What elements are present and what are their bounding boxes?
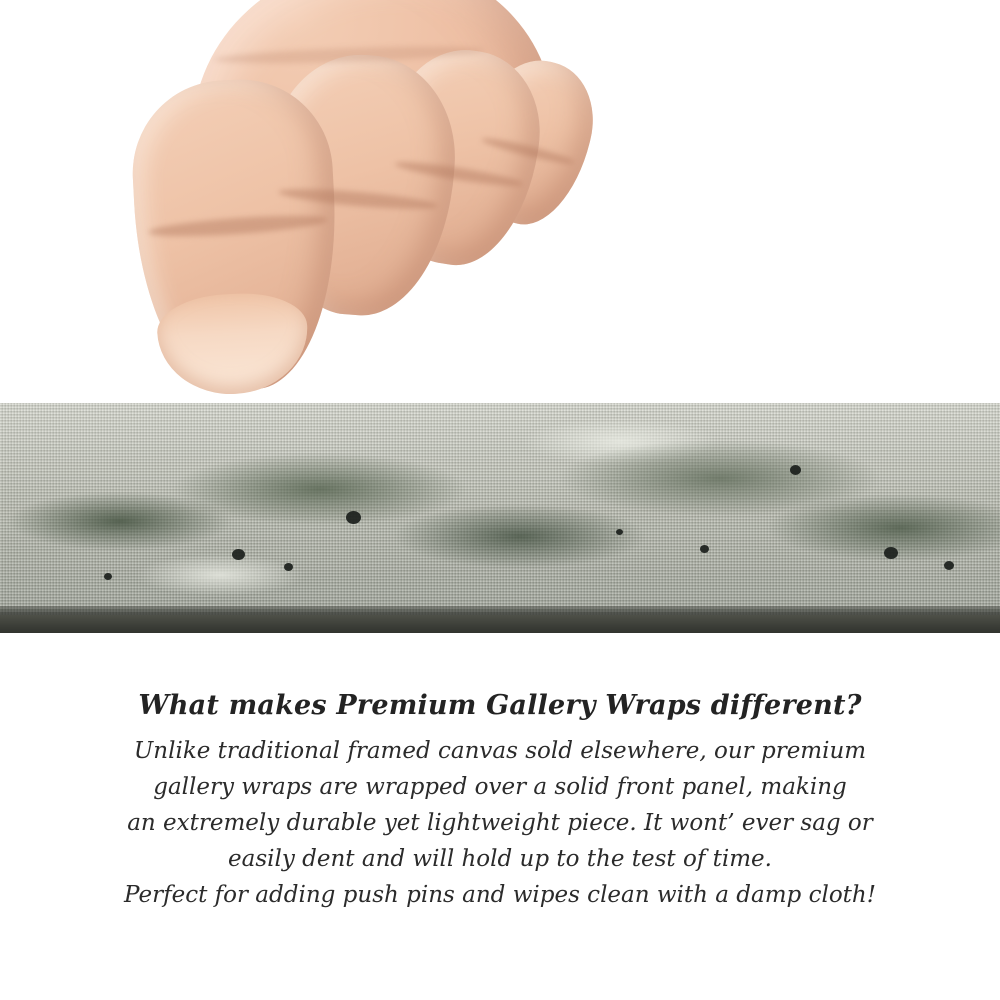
caption-title: What makes Premium Gallery Wraps different?	[138, 690, 862, 721]
canvas-speck	[884, 547, 898, 559]
caption-line: Unlike traditional framed canvas sold elsewhere, our premium	[133, 738, 867, 764]
canvas-speck	[944, 561, 954, 570]
caption-block	[0, 690, 1000, 913]
hand-illustration	[118, 0, 588, 430]
canvas-speck	[616, 529, 623, 535]
caption-line: easily dent and will hold up to the test of time.	[228, 846, 772, 872]
caption-line: an extremely durable yet lightweight piece. It wont’ ever sag or	[127, 810, 873, 836]
canvas-speck	[700, 545, 709, 553]
fingernail	[155, 290, 310, 398]
canvas-speck	[346, 511, 361, 524]
caption-line: gallery wraps are wrapped over a solid front panel, making	[153, 774, 847, 800]
canvas-speck	[790, 465, 801, 475]
caption-line: Perfect for adding push pins and wipes clean with a damp cloth!	[124, 882, 876, 908]
canvas-back-edge	[0, 615, 1000, 633]
canvas-speck	[232, 549, 245, 560]
canvas-wrap-edge	[0, 403, 1000, 633]
canvas-speck	[284, 563, 293, 571]
canvas-speck	[104, 573, 112, 580]
canvas-printed-surface	[0, 403, 1000, 618]
